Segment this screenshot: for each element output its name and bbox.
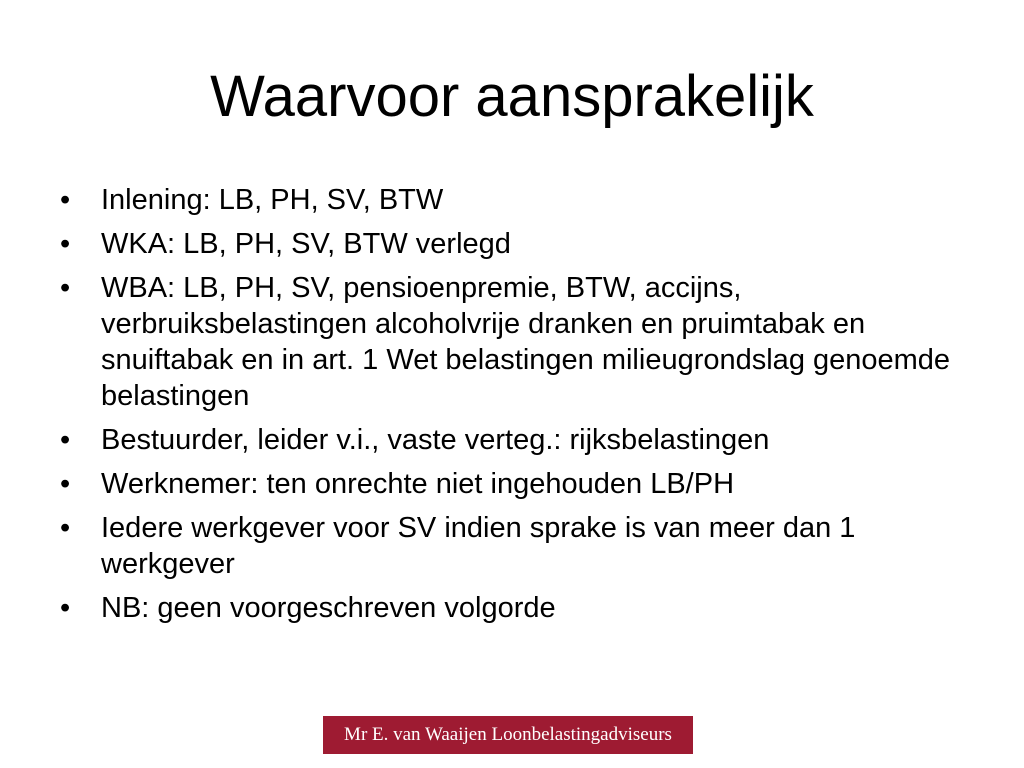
bullet-icon: • xyxy=(60,228,71,260)
bullet-text: Inlening: LB, PH, SV, BTW xyxy=(101,184,444,216)
bullet-item-wba xyxy=(56,270,976,414)
bullet-text: Iedere werkgever voor SV indien sprake is van meer dan 1 werkgever xyxy=(101,512,856,580)
bullet-item-werknemer xyxy=(56,466,976,502)
bullet-text: Bestuurder, leider v.i., vaste verteg.: rijksbelastingen xyxy=(101,424,770,456)
bullet-icon: • xyxy=(60,424,71,456)
bullet-icon: • xyxy=(60,184,71,216)
bullet-text: WKA: LB, PH, SV, BTW verlegd xyxy=(101,228,511,260)
bullet-icon: • xyxy=(60,592,71,624)
bullet-text: NB: geen voorgeschreven volgorde xyxy=(101,592,556,624)
bullet-item-nb xyxy=(56,590,976,626)
bullet-list xyxy=(56,182,976,634)
footer-banner: Mr E. van Waaijen Loonbelastingadviseurs xyxy=(323,716,693,754)
bullet-icon: • xyxy=(60,512,71,544)
bullet-icon: • xyxy=(60,272,71,304)
bullet-item-bestuurder xyxy=(56,422,976,458)
bullet-item-wka xyxy=(56,226,976,262)
bullet-text: Werknemer: ten onrechte niet ingehouden LB/PH xyxy=(101,468,735,500)
bullet-text: WBA: LB, PH, SV, pensioenpremie, BTW, accijns, verbruiksbelastingen alcoholvrije dranken en pruimtabak en snuiftabak en in art. 1 Wet belastingen milieugrondslag genoemde belastingen xyxy=(101,272,951,412)
slide-title: Waarvoor aansprakelijk xyxy=(210,64,814,129)
bullet-item-iedere-werkgever xyxy=(56,510,976,582)
bullet-item-inlening xyxy=(56,182,976,218)
bullet-icon: • xyxy=(60,468,71,500)
